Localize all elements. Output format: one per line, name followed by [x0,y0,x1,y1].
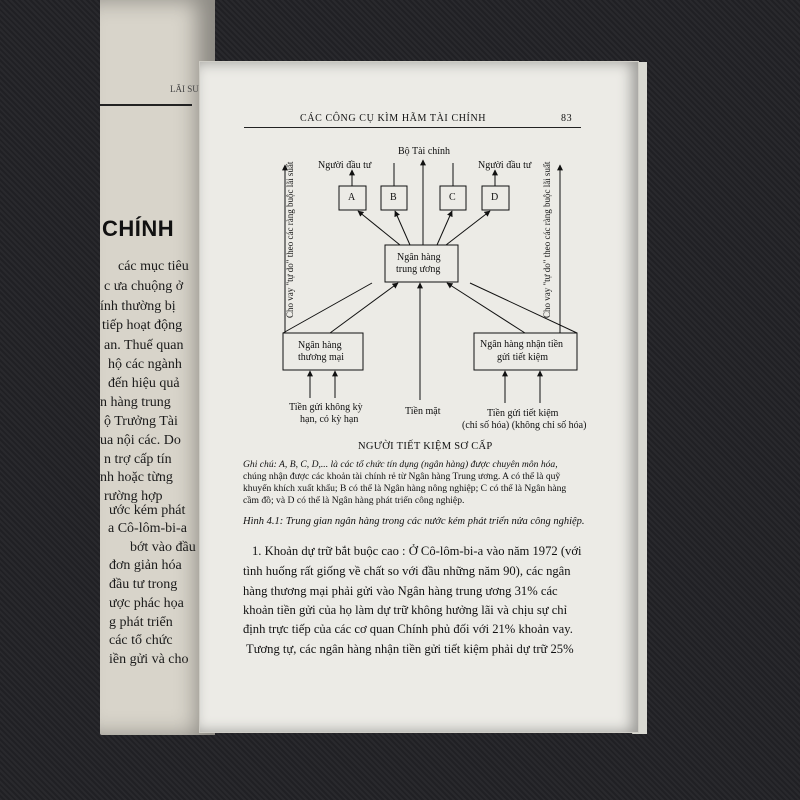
note-line: chúng nhận được các khoản tài chính rẻ từ Ngân hàng Trung ương. A có thể là quỹ [243,471,561,482]
box-c-label: C [449,192,456,203]
left-text-line: ước kém phát [109,503,186,518]
side-loan-label-left: Cho vay "tự do" theo các ràng buộc lãi suất [285,161,295,318]
commercial-bank-label-2: thương mại [298,352,344,363]
left-text-line: nh hoặc từng [100,470,173,485]
left-text-line: an. Thuế quan [104,338,184,353]
deposit-right-label-2: (chỉ số hóa) (không chỉ số hóa) [462,420,587,431]
body-line: định trực tiếp của các cơ quan Chính phủ đối với 21% khoản vay. [243,622,573,636]
central-bank-label-1: Ngân hàng [397,252,441,263]
savings-bank-label-1: Ngân hàng nhận tiền [480,339,564,350]
left-text-line: các tổ chức [109,633,173,648]
investor-label-right: Người đầu tư [478,160,532,171]
left-text-line: ộ Trưởng Tài [104,414,178,429]
box-a-label: A [348,192,356,203]
cash-label: Tiền mặt [405,406,441,417]
left-text-line: đến hiệu quả [108,376,180,391]
investor-label-left: Người đầu tư [318,160,372,171]
left-text-line: bớt vào đầu [130,540,196,555]
body-line: hàng thương mại phải gửi vào Ngân hàng trung ương 31% các [243,584,558,598]
body-line: khoản tiền gửi của họ làm dự trữ không hưởng lãi và chịu sự chỉ [243,603,568,617]
left-text-line: ính thường bị [100,299,176,314]
left-text-line: đơn giản hóa [109,558,182,573]
body-line: Tương tự, các ngân hàng nhận tiền gửi tiết kiệm phải dự trữ 25% [246,642,574,656]
ministry-of-finance-label: Bộ Tài chính [398,146,451,157]
box-b-label: B [390,192,397,203]
left-text-line: g phát triển [109,615,173,630]
body-line: tình huống rất giống về chất so với đầu những năm 90), các ngân [243,564,571,578]
left-running-header: LÃI SU [170,84,199,94]
left-text-line: rường hợp [104,489,163,504]
central-bank-label-2: trung ương [396,264,441,275]
deposit-right-label-1: Tiền gửi tiết kiệm [487,408,559,419]
commercial-bank-label-1: Ngân hàng [298,340,342,351]
savings-bank-label-2: gửi tiết kiệm [497,352,548,363]
body-line: 1. Khoản dự trữ bắt buộc cao : Ở Cô-lôm-bi-a vào năm 1972 (với [252,544,582,558]
left-text-line: ua nội các. Do [100,433,181,448]
note-line: Ghi chú: A, B, C, D,... là các tổ chức tín dụng (ngân hàng) được chuyên môn hóa, [243,459,558,470]
primary-savers-label: NGƯỜI TIẾT KIỆM SƠ CẤP [358,441,493,452]
left-text-line: đầu tư trong [109,577,178,592]
left-text-line: ược phác họa [109,596,184,611]
left-text-line: n hàng trung [100,395,171,410]
left-text-line: các mục tiêu [118,259,189,274]
running-header-title: CÁC CÔNG CỤ KÌM HÃM TÀI CHÍNH [300,113,487,124]
note-line: cầm đồ; và D có thể là Ngân hàng phát triển công nghiệp. [243,495,465,506]
deposit-left-label-2: hạn, có kỳ hạn [300,414,359,425]
page-number: 83 [561,113,573,124]
figure-caption: Hình 4.1: Trung gian ngân hàng trong các nước kém phát triển nửa công nghiệp. [243,516,585,527]
left-section-heading: CHÍNH [102,216,175,241]
left-text-line: c ưa chuộng ở [104,279,184,294]
left-text-line: hộ các ngành [108,357,182,372]
left-text-line: n trợ cấp tín [104,452,172,467]
left-text-line: tiếp hoạt động [102,318,183,333]
side-loan-label-right: Cho vay "tự do" theo các ràng buộc lãi suất [542,161,552,318]
deposit-left-label-1: Tiền gửi không kỳ [289,402,363,413]
left-text-line: a Cô-lôm-bi-a [108,521,187,536]
note-line: khuyến khích xuất khẩu; B có thể là Ngân hàng nông nghiệp; C có thể là Ngân hàng [243,483,567,494]
left-text-line: iền gửi và cho [109,652,189,667]
box-d-label: D [491,192,499,203]
